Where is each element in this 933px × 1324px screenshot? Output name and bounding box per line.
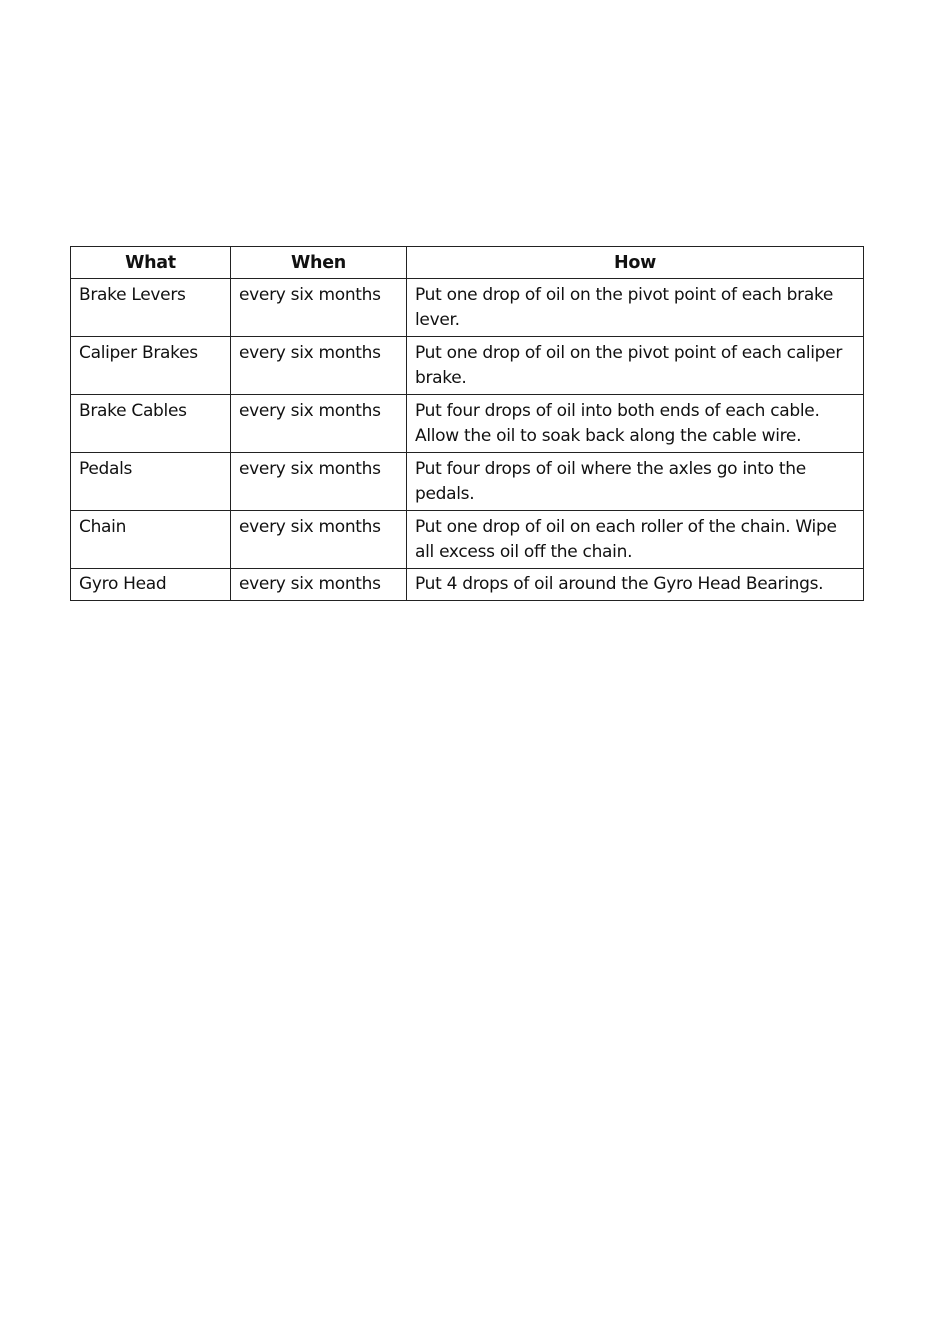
- maintenance-table: [70, 246, 864, 601]
- table-row: [71, 395, 864, 453]
- table-row: [71, 511, 864, 569]
- table-row: [71, 337, 864, 395]
- cell-when: every six months: [231, 453, 407, 511]
- cell-what: Brake Cables: [71, 395, 231, 453]
- cell-how: Put one drop of oil on the pivot point of each brake lever.: [407, 279, 864, 337]
- table-row: [71, 279, 864, 337]
- cell-how: Put four drops of oil where the axles go into the pedals.: [407, 453, 864, 511]
- cell-when: every six months: [231, 569, 407, 601]
- table-row: [71, 453, 864, 511]
- table-header-row: [71, 247, 864, 279]
- cell-what: Pedals: [71, 453, 231, 511]
- cell-when: every six months: [231, 395, 407, 453]
- cell-when: every six months: [231, 511, 407, 569]
- cell-what: Caliper Brakes: [71, 337, 231, 395]
- column-header-when: When: [231, 247, 407, 279]
- cell-how: Put one drop of oil on each roller of the chain. Wipe all excess oil off the chain.: [407, 511, 864, 569]
- cell-what: Chain: [71, 511, 231, 569]
- cell-what: Gyro Head: [71, 569, 231, 601]
- cell-what: Brake Levers: [71, 279, 231, 337]
- column-header-what: What: [71, 247, 231, 279]
- cell-how: Put one drop of oil on the pivot point of each caliper brake.: [407, 337, 864, 395]
- cell-how: Put four drops of oil into both ends of each cable. Allow the oil to soak back along the cable wire.: [407, 395, 864, 453]
- cell-when: every six months: [231, 337, 407, 395]
- column-header-how: How: [407, 247, 864, 279]
- cell-how: Put 4 drops of oil around the Gyro Head Bearings.: [407, 569, 864, 601]
- table-row: [71, 569, 864, 601]
- cell-when: every six months: [231, 279, 407, 337]
